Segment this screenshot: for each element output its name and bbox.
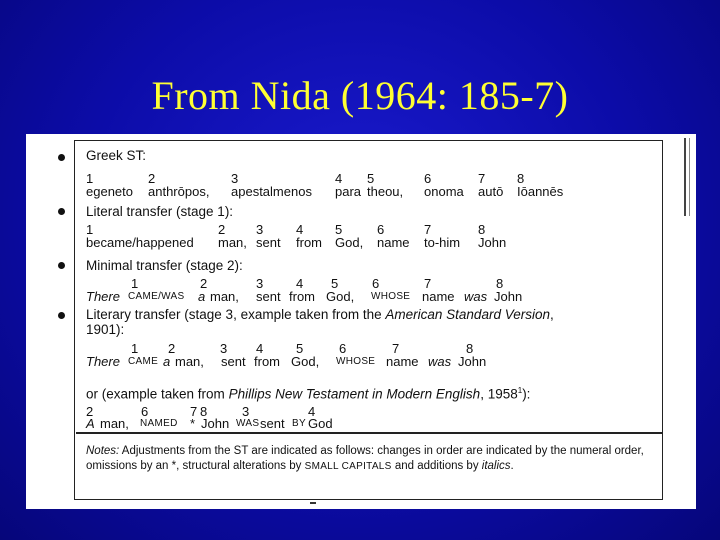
slide-title: From Nida (1964: 185-7): [151, 73, 569, 118]
word-structural: WHOSE: [336, 356, 376, 367]
word-addition: was: [428, 354, 452, 369]
word: theou,: [367, 184, 404, 199]
word-addition: was: [464, 289, 488, 304]
position-number: 7: [424, 276, 432, 291]
position-number: 3: [231, 171, 239, 186]
bullet-icon: [58, 312, 65, 319]
literary-words: [86, 354, 606, 370]
word-structural: WAS: [236, 418, 260, 429]
word-addition: a: [163, 354, 171, 369]
literary-heading: [86, 307, 554, 322]
literal-heading: Literal transfer (stage 1):: [86, 204, 234, 219]
source-title: American Standard Version: [385, 307, 550, 322]
word: to-him: [424, 235, 461, 250]
word-addition: A: [86, 416, 95, 431]
greek-words: [86, 184, 606, 200]
position-number: 2: [218, 222, 226, 237]
position-number: 3: [220, 341, 228, 356]
position-number: 6: [141, 404, 149, 419]
position-number: 3: [256, 222, 264, 237]
phillips-heading: [86, 386, 530, 402]
position-number: 5: [335, 222, 343, 237]
position-number: 4: [335, 171, 343, 186]
word-structural: CAME: [128, 356, 159, 367]
word-addition: a: [198, 289, 206, 304]
word: name: [377, 235, 410, 250]
notes-paragraph: [86, 444, 656, 474]
notes-label: Notes:: [86, 445, 120, 457]
position-number: 7: [392, 341, 400, 356]
heading-text: ):: [522, 386, 531, 402]
word: God,: [291, 354, 320, 369]
word-structural: NAMED: [140, 418, 178, 429]
word: egeneto: [86, 184, 133, 199]
word: onoma: [424, 184, 464, 199]
literary-heading-line2: 1901):: [86, 322, 125, 337]
word: sent: [256, 235, 281, 250]
position-number: 3: [256, 276, 264, 291]
word: John: [201, 416, 230, 431]
position-number: 6: [339, 341, 347, 356]
heading-text: or (example taken from: [86, 386, 229, 402]
word: John: [494, 289, 523, 304]
position-number: 7: [424, 222, 432, 237]
word: para: [335, 184, 362, 199]
word: from: [254, 354, 280, 369]
word: man,: [218, 235, 247, 250]
position-number: 7: [478, 171, 486, 186]
phillips-words: [86, 416, 606, 432]
position-number: 6: [377, 222, 385, 237]
position-number: 1: [86, 222, 94, 237]
heading-text: Literary transfer (stage 3, example taken from the: [86, 307, 386, 322]
word: John: [478, 235, 507, 250]
position-number: 1: [131, 276, 139, 291]
word: man,: [175, 354, 204, 369]
word-structural: CAME/WAS: [128, 291, 185, 302]
position-number: 4: [296, 222, 304, 237]
position-number: 4: [256, 341, 264, 356]
position-number: 2: [148, 171, 156, 186]
heading-text: , 1958: [480, 386, 518, 402]
notes-small-caps: SMALL CAPITALS: [304, 461, 392, 472]
word: man,: [210, 289, 239, 304]
word: sent: [256, 289, 281, 304]
word: anthrōpos,: [148, 184, 210, 199]
heading-text: ,: [549, 307, 554, 322]
position-number: 7: [190, 404, 198, 419]
word: apestalmenos: [231, 184, 312, 199]
scanned-book-excerpt: [26, 134, 696, 509]
bullet-icon: [58, 208, 65, 215]
word: became/happened: [86, 235, 194, 250]
literal-words: [86, 235, 606, 251]
word: sent: [260, 416, 285, 431]
position-number: 1: [131, 341, 139, 356]
notes-italics: italics: [481, 460, 511, 472]
minimal-words: [86, 289, 606, 305]
position-number: 2: [168, 341, 176, 356]
position-number: 3: [242, 404, 250, 419]
position-number: 8: [466, 341, 474, 356]
scan-mark: [310, 502, 316, 504]
word: Iōannēs: [517, 184, 564, 199]
greek-heading: Greek ST:: [86, 148, 147, 163]
notes-divider: [76, 432, 663, 434]
word: from: [289, 289, 315, 304]
position-number: 2: [86, 404, 94, 419]
notes-text: Adjustments from the ST are indicated as follows: changes in order are indicated by the numeral order, omissions by an *, structural alterations by: [86, 445, 644, 472]
source-title: Phillips New Testament in Modern English: [228, 386, 481, 402]
omission-marker: *: [190, 416, 196, 431]
position-number: 5: [331, 276, 339, 291]
footnote-mark: 1: [517, 386, 523, 395]
position-number: 4: [308, 404, 316, 419]
scan-edge-line: [689, 138, 690, 216]
word-addition: There: [86, 289, 120, 304]
notes-text: and additions by: [391, 460, 482, 472]
word: man,: [100, 416, 129, 431]
position-number: 5: [367, 171, 375, 186]
position-number: 8: [496, 276, 504, 291]
scan-edge-line: [684, 138, 686, 216]
word-structural: BY: [292, 418, 306, 429]
word: from: [296, 235, 322, 250]
position-number: 6: [372, 276, 380, 291]
word: God,: [326, 289, 355, 304]
position-number: 2: [200, 276, 208, 291]
position-number: 8: [200, 404, 208, 419]
word: John: [458, 354, 487, 369]
word: sent: [221, 354, 246, 369]
bullet-icon: [58, 262, 65, 269]
notes-text: .: [510, 460, 514, 472]
position-number: 4: [296, 276, 304, 291]
word: autō: [478, 184, 504, 199]
bullet-icon: [58, 154, 65, 161]
word: name: [422, 289, 455, 304]
word: name: [386, 354, 419, 369]
word-structural: WHOSE: [371, 291, 411, 302]
position-number: 6: [424, 171, 432, 186]
word: God: [308, 416, 333, 431]
minimal-heading: Minimal transfer (stage 2):: [86, 258, 243, 273]
position-number: 5: [296, 341, 304, 356]
word-addition: There: [86, 354, 120, 369]
position-number: 8: [478, 222, 486, 237]
position-number: 1: [86, 171, 94, 186]
word: God,: [335, 235, 364, 250]
position-number: 8: [517, 171, 525, 186]
